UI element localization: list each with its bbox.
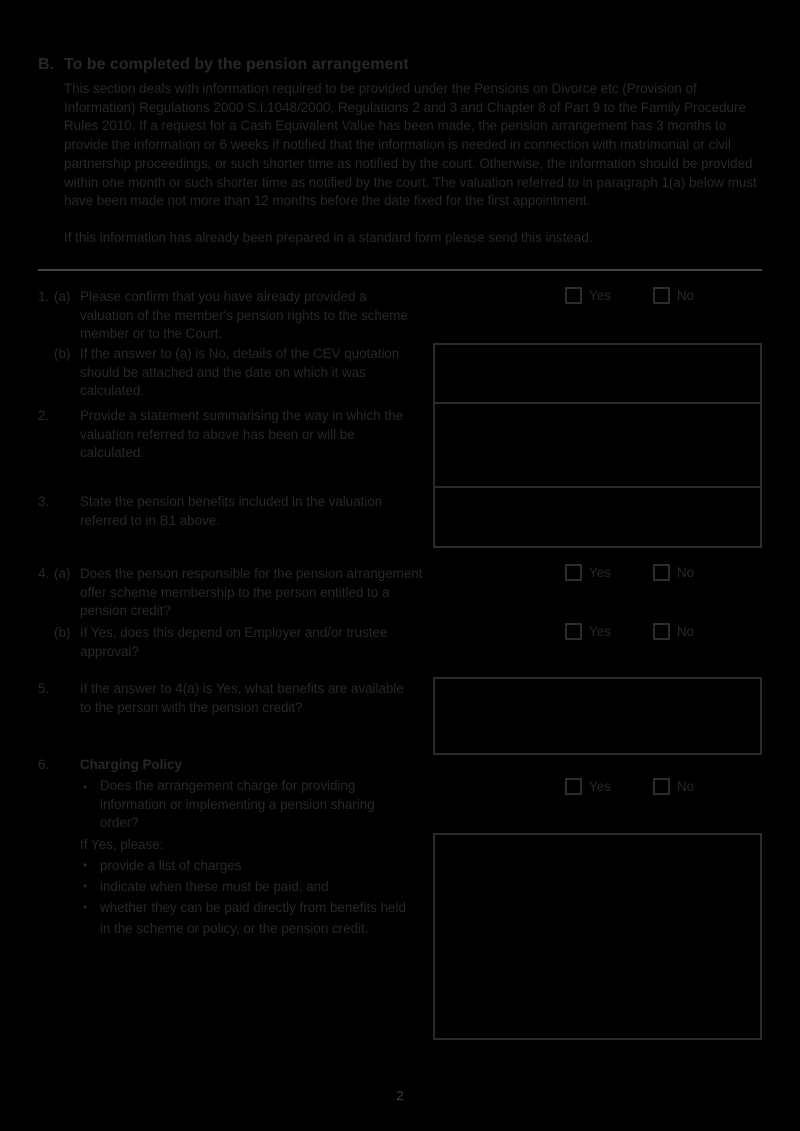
- q1a-text: Please confirm that you have already provided a valuation of the member's pension rights to the scheme member or to the Court.: [80, 289, 408, 341]
- bullet-icon: •: [83, 780, 88, 794]
- q6-charge-question-text: Does the arrangement charge for providing information or implementing a pension sharing order?: [100, 778, 375, 830]
- q4a-letter: (a): [54, 566, 71, 581]
- q1a-letter: (a): [54, 289, 71, 304]
- q4a-yes-checkbox[interactable]: [565, 564, 582, 581]
- q4b-yes-label: Yes: [589, 624, 611, 639]
- q1b-letter: (b): [54, 346, 71, 361]
- q1a-yes-label: Yes: [589, 288, 611, 303]
- section-heading: To be completed by the pension arrangement: [64, 56, 409, 73]
- q4b-yes-checkbox[interactable]: [565, 623, 582, 640]
- q4b-letter: (b): [54, 625, 71, 640]
- q4b-no-checkbox[interactable]: [653, 623, 670, 640]
- bullet-icon: •: [83, 879, 88, 893]
- q4b-no-label: No: [677, 624, 695, 639]
- q1a-number: 1.: [38, 289, 50, 304]
- q6-no-label: No: [677, 779, 695, 794]
- q4a-no-label: No: [677, 565, 695, 580]
- section-label: B.: [38, 56, 54, 73]
- q6-bullet-1: provide a list of charges: [100, 858, 242, 873]
- q4a-no-checkbox[interactable]: [653, 564, 670, 581]
- q1a-no-checkbox[interactable]: [653, 287, 670, 304]
- divider-rule: [38, 269, 762, 271]
- standard-form-note: If this information has already been prepared in a standard form please send this instead.: [64, 230, 593, 245]
- q1b-text: If the answer to (a) is No, details of the CEV quotation should be attached and the date on which it was calculated.: [80, 346, 400, 398]
- q6-charge-question-row: [80, 777, 432, 833]
- q1b-answer-box[interactable]: [433, 343, 762, 404]
- q6-number: 6.: [38, 757, 50, 772]
- q3-text: State the pension benefits included in the valuation referred to in B1 above.: [80, 494, 383, 528]
- q3-number: 3.: [38, 494, 50, 509]
- q5-answer-box[interactable]: [433, 677, 762, 755]
- q6-title: Charging Policy: [80, 757, 182, 772]
- list-item: [80, 855, 412, 876]
- intro-paragraph: This section deals with information required to be provided under the Pensions on Divorce etc (Provision of Information) Regulations 2000 S.I.1048/2000, Regulations 2 and 3 and Chapter 8 of Part 9 to the Family Procedure Rules 2010. If a request for a Cash Equivalent Value has been made, the pension arrangement has 3 months to provide the information or 6 weeks if notified that the information is needed in connection with matrimonial or civil partnership proceedings, or such shorter time as notified by the court. Otherwise, the information should be provided within one month or such shorter time as notified by the court. The valuation referred to in paragraph 1(a) below must have been made not more than 12 months before the date fixed for the first appointment.: [64, 81, 757, 209]
- q4a-number: 4.: [38, 566, 50, 581]
- q2-answer-box[interactable]: [433, 402, 762, 488]
- q6-if-yes-intro: If Yes, please:: [80, 837, 164, 852]
- q1a-yes-checkbox[interactable]: [565, 287, 582, 304]
- q2-text: Provide a statement summarising the way in which the valuation referred to above has been or will be calculated.: [80, 408, 404, 460]
- page-number: 2: [396, 1088, 404, 1103]
- q1a-no-label: No: [677, 288, 695, 303]
- q3-answer-box[interactable]: [433, 486, 762, 548]
- q4a-text: Does the person responsible for the pension arrangement offer scheme membership to the person entitled to a pension credit?: [80, 566, 423, 618]
- q4a-yes-label: Yes: [589, 565, 611, 580]
- q6-if-yes-list: [80, 834, 412, 939]
- list-item: [80, 876, 412, 897]
- q6-bullet-3: whether they can be paid directly from benefits held in the scheme or policy, or the pension credit.: [100, 900, 406, 936]
- bullet-icon: •: [83, 900, 88, 914]
- q6-bullet-2: indicate when these must be paid, and: [100, 879, 329, 894]
- q5-number: 5.: [38, 681, 50, 696]
- q4b-text: If Yes, does this depend on Employer and/or trustee approval?: [80, 625, 388, 659]
- q6-yes-checkbox[interactable]: [565, 778, 582, 795]
- q2-number: 2.: [38, 408, 50, 423]
- q6-no-checkbox[interactable]: [653, 778, 670, 795]
- q6-yes-label: Yes: [589, 779, 611, 794]
- q5-text: If the answer to 4(a) is Yes, what benefits are available to the person with the pension credit?: [80, 681, 404, 715]
- list-item: [80, 897, 412, 939]
- q6-answer-box[interactable]: [433, 833, 762, 1040]
- bullet-icon: •: [83, 858, 88, 872]
